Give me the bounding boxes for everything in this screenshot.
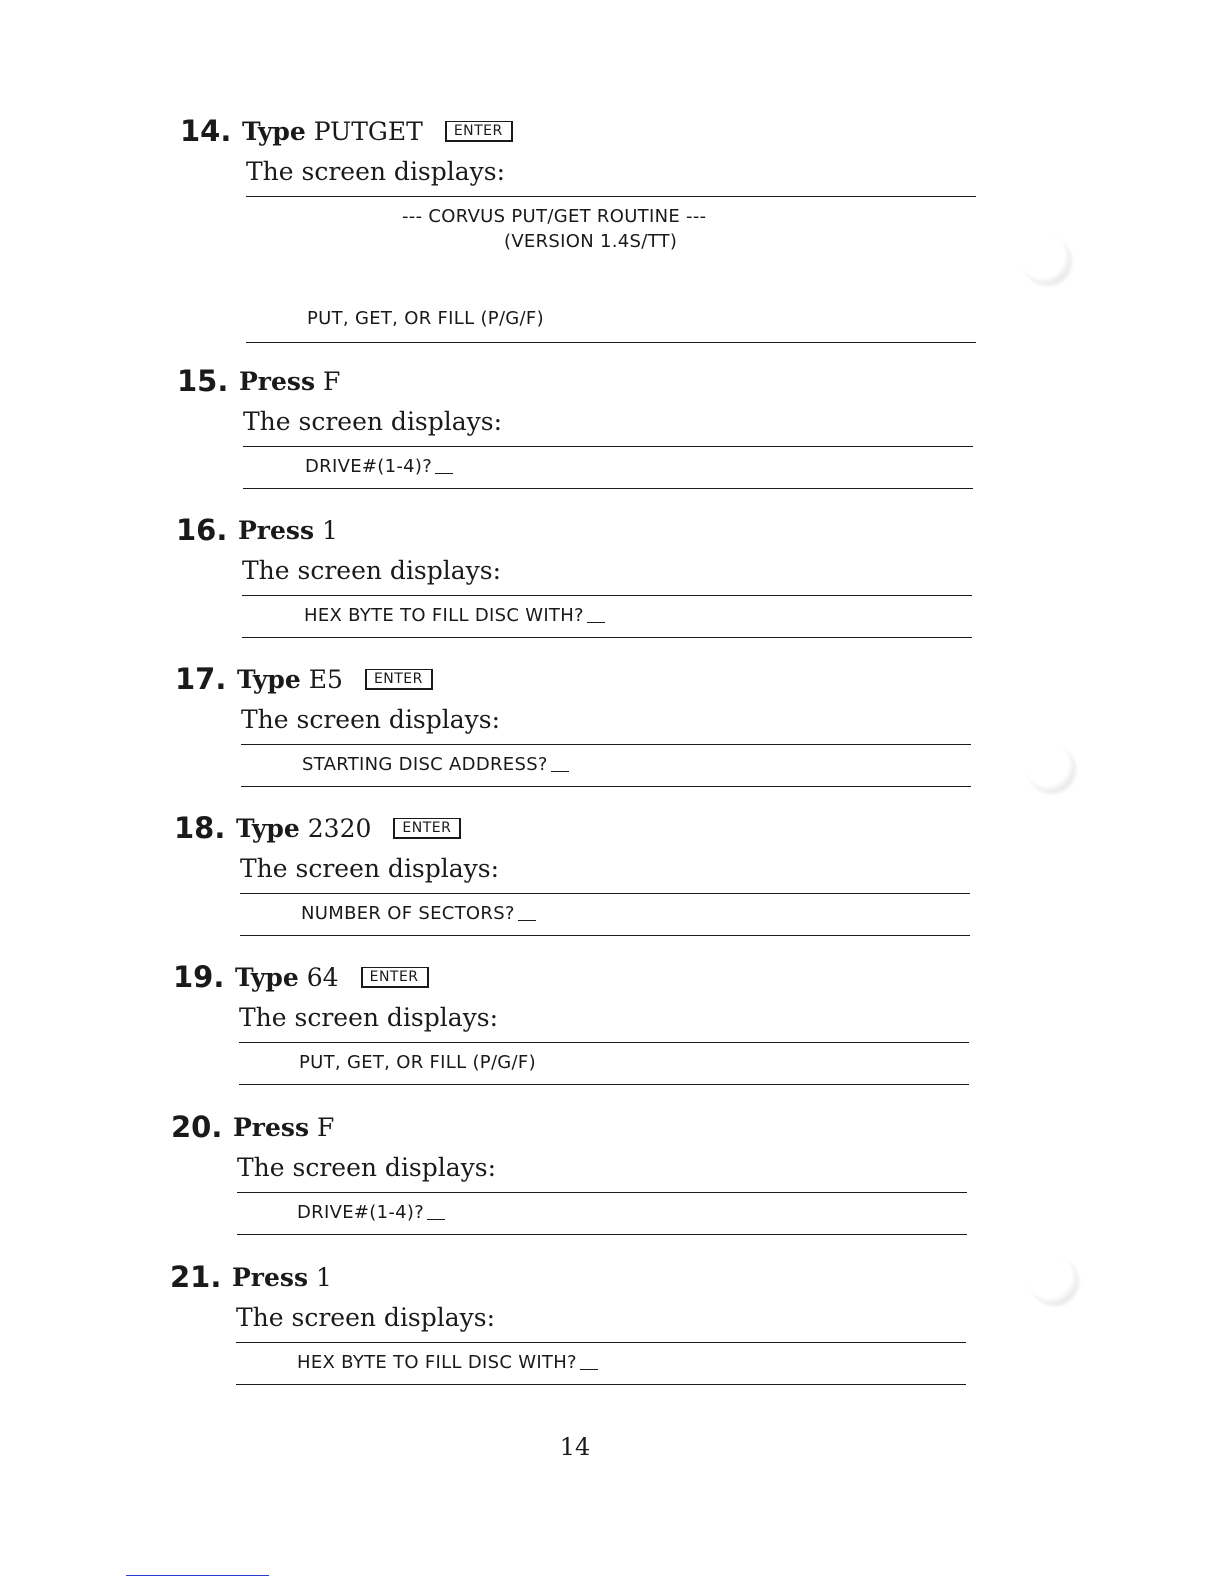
step-heading — [175, 662, 433, 696]
divider — [126, 1575, 269, 1576]
step-verb: Type — [236, 813, 300, 843]
screen-label: The screen displays: — [236, 1303, 496, 1332]
screen-display-box — [239, 1042, 969, 1085]
screen-label: The screen displays: — [237, 1153, 497, 1182]
screen-line-text: HEX BYTE TO FILL DISC WITH? — [304, 605, 584, 626]
cursor-icon — [587, 621, 605, 623]
screen-line: (VERSION 1.4S/TT) — [504, 231, 678, 252]
screen-line: PUT, GET, OR FILL (P/G/F) — [299, 1052, 536, 1073]
binder-hole-icon — [1029, 1256, 1077, 1304]
screen-display-box — [236, 1342, 966, 1385]
screen-line-text: NUMBER OF SECTORS? — [301, 903, 515, 924]
enter-key-icon: ENTER — [445, 121, 513, 142]
screen-label: The screen displays: — [240, 854, 500, 883]
screen-line-text: DRIVE#(1-4)? — [297, 1202, 425, 1223]
step-argument: PUTGET — [313, 116, 423, 146]
screen-line-text: STARTING DISC ADDRESS? — [302, 754, 548, 775]
step-number: 21. — [170, 1260, 222, 1294]
step-verb: Press — [239, 366, 316, 396]
screen-line — [302, 754, 569, 775]
step-number: 18. — [174, 811, 226, 845]
step-argument: F — [317, 1112, 335, 1142]
screen-line — [297, 1352, 598, 1373]
step-number: 15. — [177, 364, 229, 398]
step-heading — [173, 960, 429, 994]
step-number: 19. — [173, 960, 225, 994]
screen-display-box — [241, 744, 971, 787]
screen-label: The screen displays: — [242, 556, 502, 585]
screen-line-text: HEX BYTE TO FILL DISC WITH? — [297, 1352, 577, 1373]
step-verb: Press — [232, 1262, 309, 1292]
step-heading — [180, 114, 513, 148]
step-heading — [171, 1110, 334, 1144]
step-number: 17. — [175, 662, 227, 696]
screen-label: The screen displays: — [246, 157, 506, 186]
cursor-icon — [427, 1218, 445, 1220]
screen-label: The screen displays: — [241, 705, 501, 734]
screen-label: The screen displays: — [243, 407, 503, 436]
cursor-icon — [580, 1368, 598, 1370]
enter-key-icon: ENTER — [361, 967, 429, 988]
screen-line — [301, 903, 536, 924]
screen-display-box — [240, 893, 970, 936]
step-verb: Type — [235, 962, 299, 992]
step-heading — [177, 364, 340, 398]
cursor-icon — [435, 472, 453, 474]
step-verb: Type — [237, 664, 301, 694]
binder-hole-icon — [1026, 744, 1074, 792]
step-heading — [170, 1260, 332, 1294]
cursor-icon — [518, 919, 536, 921]
step-number: 16. — [176, 513, 228, 547]
screen-line — [304, 605, 605, 626]
screen-line — [305, 456, 453, 477]
step-verb: Type — [242, 116, 306, 146]
screen-display-box — [246, 196, 976, 343]
screen-display-box — [243, 446, 973, 489]
page-number: 14 — [559, 1433, 591, 1461]
screen-display-box — [237, 1192, 967, 1235]
screen-line-text: DRIVE#(1-4)? — [305, 456, 433, 477]
screen-label: The screen displays: — [239, 1003, 499, 1032]
enter-key-icon: ENTER — [365, 669, 433, 690]
enter-key-icon: ENTER — [393, 818, 461, 839]
binder-hole-icon — [1022, 236, 1070, 284]
screen-line — [297, 1202, 445, 1223]
step-argument: F — [323, 366, 341, 396]
step-argument: 1 — [316, 1262, 332, 1292]
step-argument: E5 — [308, 664, 343, 694]
step-argument: 1 — [322, 515, 338, 545]
cursor-icon — [551, 770, 569, 772]
step-heading — [176, 513, 338, 547]
step-verb: Press — [233, 1112, 310, 1142]
step-number: 14. — [180, 114, 232, 148]
step-argument: 64 — [306, 962, 339, 992]
step-argument: 2320 — [307, 813, 372, 843]
step-verb: Press — [238, 515, 315, 545]
step-heading — [174, 811, 461, 845]
step-number: 20. — [171, 1110, 223, 1144]
screen-display-box — [242, 595, 972, 638]
screen-line: --- CORVUS PUT/GET ROUTINE --- — [402, 206, 707, 227]
screen-line: PUT, GET, OR FILL (P/G/F) — [307, 308, 544, 329]
